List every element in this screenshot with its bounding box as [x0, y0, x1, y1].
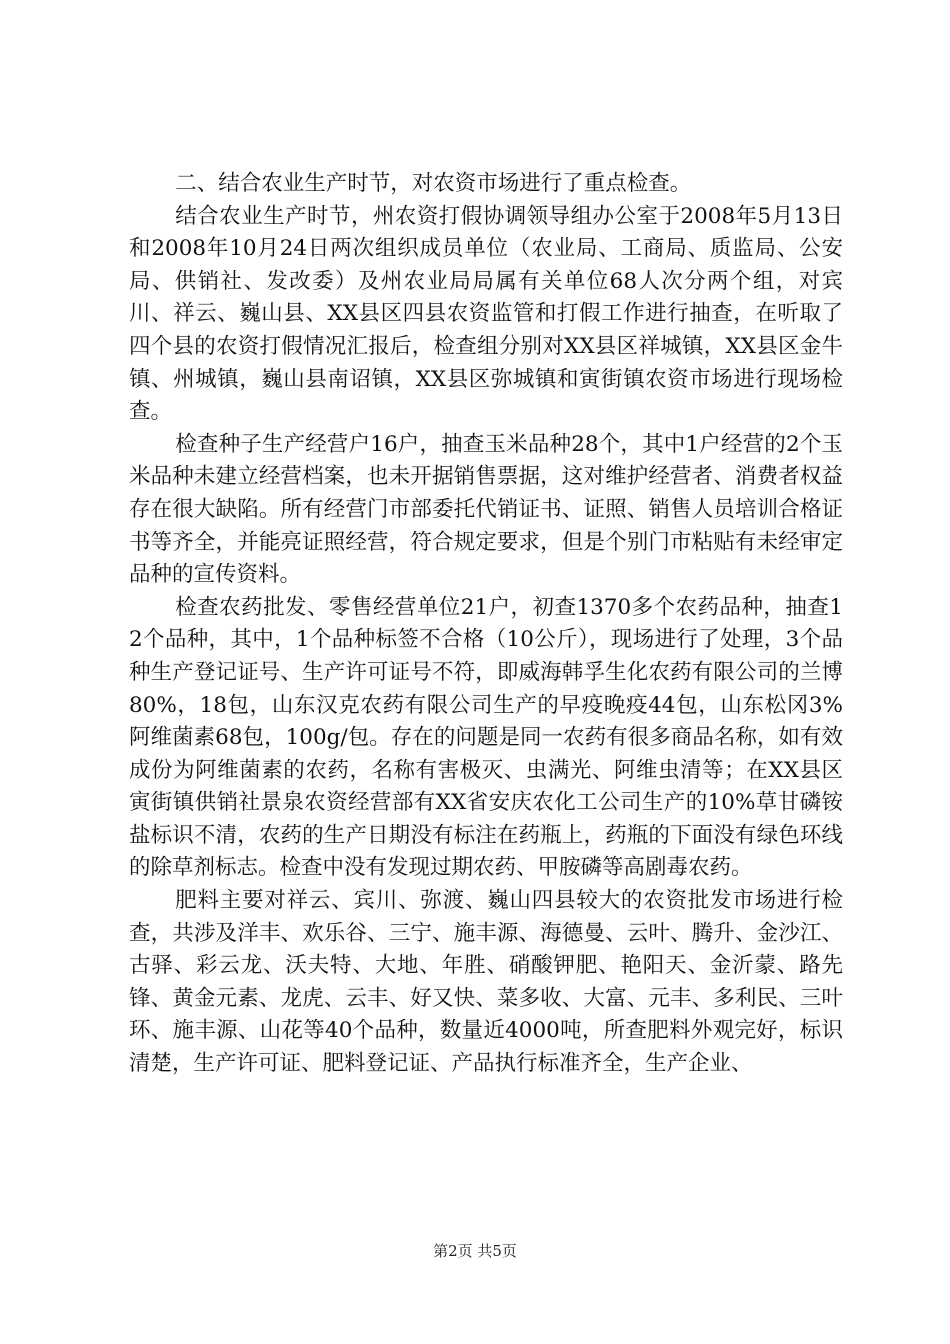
paragraph-inspection-overview: 结合农业生产时节，州农资打假协调领导组办公室于2008年5月13日和2008年10月24日两次组织成员单位（农业局、工商局、质监局、公安局、供销社、发改委）及州农业局局属有关单位68人次分两个组，对宾川、祥云、巍山县、XX县区四县农资监管和打假工作进行抽查，在听取了四个县的农资打假情况汇报后，检查组分别对XX县区祥城镇，XX县区金牛镇、州城镇，巍山县南诏镇，XX县区弥城镇和寅街镇农资市场进行现场检查。 [129, 203, 843, 425]
page-number-footer: 第2页 共5页 [433, 1242, 517, 1260]
document-body [129, 168, 843, 1081]
paragraph-seed-inspection: 检查种子生产经营户16户，抽查玉米品种28个，其中1户经营的2个玉米品种未建立经营档案，也未开据销售票据，这对维护经营者、消费者权益存在很大缺陷。所有经营门市部委托代销证书、证照、销售人员培训合格证书等齐全，并能亮证照经营，符合规定要求，但是个别门市粘贴有未经审定品种的宣传资料。 [129, 431, 843, 588]
section-heading: 二、结合农业生产时节，对农资市场进行了重点检查。 [175, 171, 692, 196]
paragraph-pesticide-inspection: 检查农药批发、零售经营单位21户，初查1370多个农药品种，抽查12个品种，其中，1个品种标签不合格（10公斤），现场进行了处理，3个品种生产登记证号、生产许可证号不符，即威海韩孚生化农药有限公司的兰博80%，18包，山东汉克农药有限公司生产的早疫晚疫44包，山东松冈3%阿维菌素68包，100g/包。存在的问题是同一农药有很多商品名称，如有效成份为阿维菌素的农药，名称有害极灭、虫满光、阿维虫清等；在XX县区寅街镇供销社景泉农资经营部有XX省安庆农化工公司生产的10%草甘磷铵盐标识不清，农药的生产日期没有标注在药瓶上，药瓶的下面没有绿色环线的除草剂标志。检查中没有发现过期农药、甲胺磷等高剧毒农药。 [129, 594, 843, 881]
paragraph-fertilizer-inspection: 肥料主要对祥云、宾川、弥渡、巍山四县较大的农资批发市场进行检查，共涉及洋丰、欢乐谷、三宁、施丰源、海德曼、云叶、腾升、金沙江、古驿、彩云龙、沃夫特、大地、年胜、硝酸钾肥、艳阳天、金沂蒙、路先锋、黄金元素、龙虎、云丰、好又快、菜多收、大富、元丰、多利民、三叶环、施丰源、山花等40个品种，数量近4000吨，所查肥料外观完好，标识清楚，生产许可证、肥料登记证、产品执行标准齐全，生产企业、 [129, 888, 843, 1077]
